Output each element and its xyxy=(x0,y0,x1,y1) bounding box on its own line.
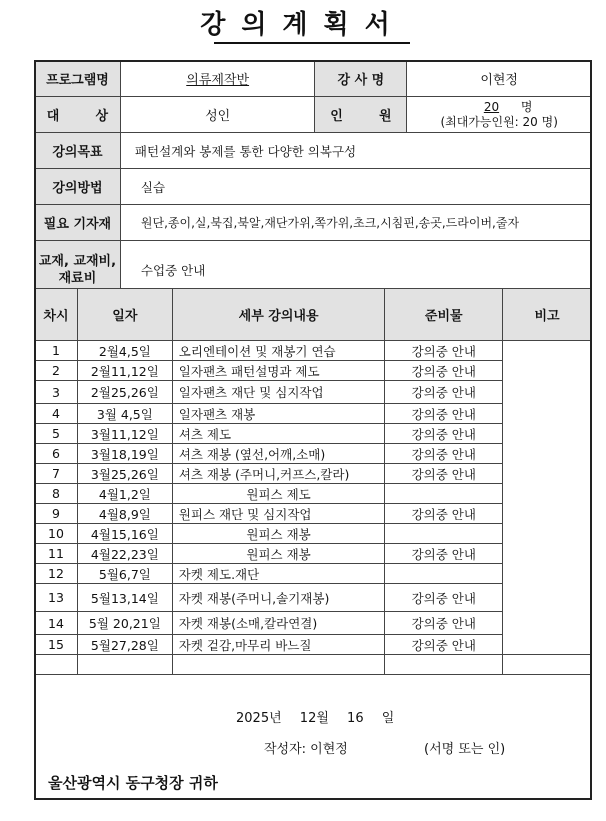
row-no: 15 xyxy=(35,635,78,655)
row-no: 8 xyxy=(35,484,78,504)
row-no: 3 xyxy=(35,381,78,404)
program-label: 프로그램명 xyxy=(35,61,121,97)
row-date: 2월11,12일 xyxy=(77,361,172,381)
instructor-value: 이현정 xyxy=(407,61,592,97)
row-prep: 강의중 안내 xyxy=(385,504,503,524)
footer-month: 12월 xyxy=(299,711,329,726)
row-no: 7 xyxy=(35,464,78,484)
title-underline xyxy=(214,42,410,44)
row-content: 원피스 재단 및 심지작업 xyxy=(172,504,385,524)
row-content: 자켓 제도.재단 xyxy=(172,564,385,584)
method-value: 실습 xyxy=(120,169,591,205)
target-label: 대 상 xyxy=(35,97,121,133)
footer-year: 2025년 xyxy=(236,711,282,726)
fees-value: 수업중 안내 xyxy=(120,241,591,299)
row-no: 6 xyxy=(35,444,78,464)
row-content: 자켓 겉감,마무리 바느질 xyxy=(172,635,385,655)
row-date: 4월15,16일 xyxy=(77,524,172,544)
footer-author: 작성자: 이현정 xyxy=(264,742,348,757)
goal-label: 강의목표 xyxy=(35,133,121,169)
row-date: 4월22,23일 xyxy=(77,544,172,564)
row-no: 11 xyxy=(35,544,78,564)
row-date: 3월18,19일 xyxy=(77,444,172,464)
row-date: 5월27,28일 xyxy=(77,635,172,655)
row-content: 셔츠 재봉 (주머니,커프스,칼라) xyxy=(172,464,385,484)
header-prep: 준비물 xyxy=(385,289,503,341)
row-prep: 강의중 안내 xyxy=(385,361,503,381)
row-prep: 강의중 안내 xyxy=(385,464,503,484)
row-no: 10 xyxy=(35,524,78,544)
row-date: 3월11,12일 xyxy=(77,424,172,444)
headcount-max: (최대가능인원: 20 명) xyxy=(440,114,558,129)
row-prep: 강의중 안내 xyxy=(385,544,503,564)
row-content: 원피스 재봉 xyxy=(172,544,385,564)
document-title: 강의계획서 xyxy=(200,10,406,40)
row-prep: 강의중 안내 xyxy=(385,381,503,404)
instructor-label: 강 사 명 xyxy=(315,61,407,97)
row-date: 5월6,7일 xyxy=(77,564,172,584)
headcount-unit: 명 xyxy=(520,99,533,114)
program-value: 의류제작반 xyxy=(186,73,250,88)
document-frame xyxy=(34,60,592,800)
row-date: 5월 20,21일 xyxy=(77,612,172,635)
row-no: 2 xyxy=(35,361,78,381)
footer-date xyxy=(236,707,394,726)
header-content: 세부 강의내용 xyxy=(172,289,385,341)
materials-label: 필요 기자재 xyxy=(35,205,121,241)
fees-label: 교재, 교재비, 재료비 xyxy=(35,241,121,299)
row-content: 일자팬츠 재봉 xyxy=(172,404,385,424)
header-no: 차시 xyxy=(35,289,78,341)
row-content: 자켓 재봉(소매,칼라연결) xyxy=(172,612,385,635)
header-date: 일자 xyxy=(77,289,172,341)
row-date: 3월 4,5일 xyxy=(77,404,172,424)
row-date: 3월25,26일 xyxy=(77,464,172,484)
headcount-value: 20 xyxy=(483,99,500,114)
row-date: 2월4,5일 xyxy=(77,341,172,361)
row-date: 4월1,2일 xyxy=(77,484,172,504)
row-no: 9 xyxy=(35,504,78,524)
target-value: 성인 xyxy=(120,97,315,133)
row-no: 13 xyxy=(35,584,78,612)
row-content: 원피스 재봉 xyxy=(172,524,385,544)
footer-day: 16 xyxy=(347,711,364,726)
row-content: 셔츠 제도 xyxy=(172,424,385,444)
headcount-label: 인 원 xyxy=(315,97,407,133)
row-no: 14 xyxy=(35,612,78,635)
footer-day-unit: 일 xyxy=(381,711,395,726)
row-no: 12 xyxy=(35,564,78,584)
row-no: 5 xyxy=(35,424,78,444)
row-date: 5월13,14일 xyxy=(77,584,172,612)
row-prep: 강의중 안내 xyxy=(385,404,503,424)
method-label: 강의방법 xyxy=(35,169,121,205)
row-content: 셔츠 재봉 (옆선,어깨,소매) xyxy=(172,444,385,464)
footer-sign: (서명 또는 인) xyxy=(424,742,506,757)
row-no: 4 xyxy=(35,404,78,424)
row-content: 일자팬츠 패턴설명과 제도 xyxy=(172,361,385,381)
row-no: 1 xyxy=(35,341,78,361)
row-prep: 강의중 안내 xyxy=(385,444,503,464)
row-date: 2월25,26일 xyxy=(77,381,172,404)
row-date: 4월8,9일 xyxy=(77,504,172,524)
row-prep: 강의중 안내 xyxy=(385,612,503,635)
row-prep: 강의중 안내 xyxy=(385,635,503,655)
row-content: 오리엔테이션 및 재봉기 연습 xyxy=(172,341,385,361)
materials-value: 원단,종이,실,북집,북알,재단가위,쪽가위,초크,시침핀,송곳,드라이버,줄자 xyxy=(120,205,591,241)
goal-value: 패턴설계와 봉제를 통한 다양한 의복구성 xyxy=(120,133,591,169)
row-content: 원피스 제도 xyxy=(172,484,385,504)
row-content: 일자팬츠 재단 및 심지작업 xyxy=(172,381,385,404)
row-prep: 강의중 안내 xyxy=(385,341,503,361)
row-prep: 강의중 안내 xyxy=(385,424,503,444)
row-content: 자켓 재봉(주머니,솔기재봉) xyxy=(172,584,385,612)
row-prep: 강의중 안내 xyxy=(385,584,503,612)
header-note: 비고 xyxy=(503,289,592,341)
footer-addressee: 울산광역시 동구청장 귀하 xyxy=(48,774,218,792)
